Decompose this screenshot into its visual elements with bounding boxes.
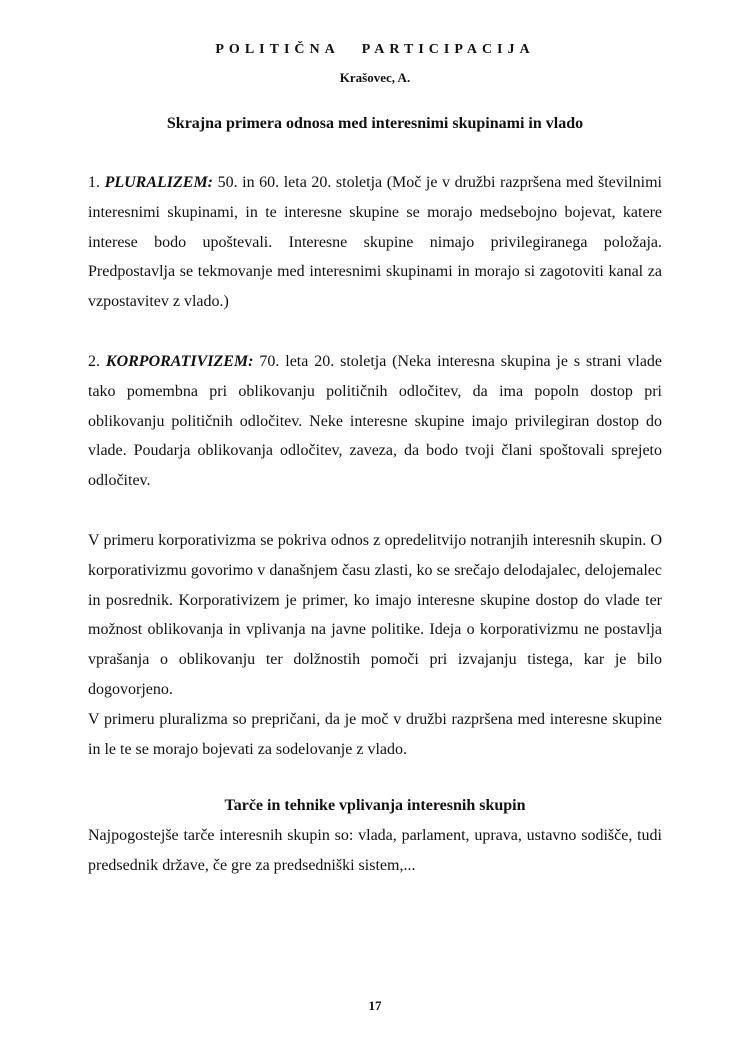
pluralizem-term: PLURALIZEM: — [104, 174, 214, 191]
section-heading-extreme-cases: Skrajna primera odnosa med interesnimi skupinami in vlado — [166, 115, 584, 132]
paragraph-pluralizem-summary: V primeru pluralizma so prepričani, da je moč v družbi razpršena med interesne skupine in le te se morajo bojevati za sodelovanje z vlado. — [88, 711, 662, 758]
paragraph-pluralizem — [88, 168, 662, 317]
korporativizem-term: KORPORATIVIZEM: — [105, 353, 254, 370]
paragraph-korporativizem — [88, 347, 662, 496]
header-title-right: PARTICIPACIJA — [361, 42, 535, 57]
author-line: Krašovec, A. — [339, 70, 411, 85]
pluralizem-text: 50. in 60. leta 20. stoletja (Moč je v družbi razpršena med številnimi interesnimi skupinami, in te interesne skupine se morajo medsebojno bojevat, katere interese bodo upoštevali. Interesne skupine nimajo privilegiranega položaja. Predpostavlja se tekmovanje med interesnimi skupinami in morajo si zagotoviti kanal za vzpostavitev z vlado.) — [88, 174, 662, 311]
paragraph-korporativizem-explanation: V primeru korporativizma se pokriva odnos z opredelitvijo notranjih interesnih skupin. O korporativizmu govorimo v današnjem času zlasti, ko se srečajo delodajalec, delojemalec in posrednik. Korporativizem je primer, ko imajo interesne skupine dostop do vlade ter možnost oblikovanja in vplivanja na javne politike. Ideja o korporativizmu ne postavlja vprašanja o oblikovanju ter dolžnostih pomoči pri izvajanju tistega, kar je bilo dogovorjeno. — [88, 532, 662, 698]
paragraph-targets: Najpogostejše tarče interesnih skupin so: vlada, parlament, uprava, ustavno sodišče, tudi predsednik države, če gre za predsedniški sistem,... — [88, 827, 662, 874]
header-title-left: POLITIČNA — [215, 42, 340, 57]
section-heading-targets-techniques: Tarče in tehnike vplivanja interesnih skupin — [224, 797, 526, 814]
korporativizem-number: 2. — [88, 353, 100, 370]
pluralizem-number: 1. — [88, 174, 100, 191]
page-number: 17 — [368, 998, 382, 1013]
korporativizem-text: 70. leta 20. stoletja (Neka interesna skupina je s strani vlade tako pomembna pri oblikovanju političnih odločitev, da ima popoln dostop pri oblikovanju političnih odločitev. Neke interesne skupine imajo privilegiran dostop do vlade. Poudarja oblikovanja odločitev, zaveza, da bodo tvoji člani spoštovali sprejeto odločitev. — [88, 353, 663, 490]
running-header — [0, 42, 750, 58]
